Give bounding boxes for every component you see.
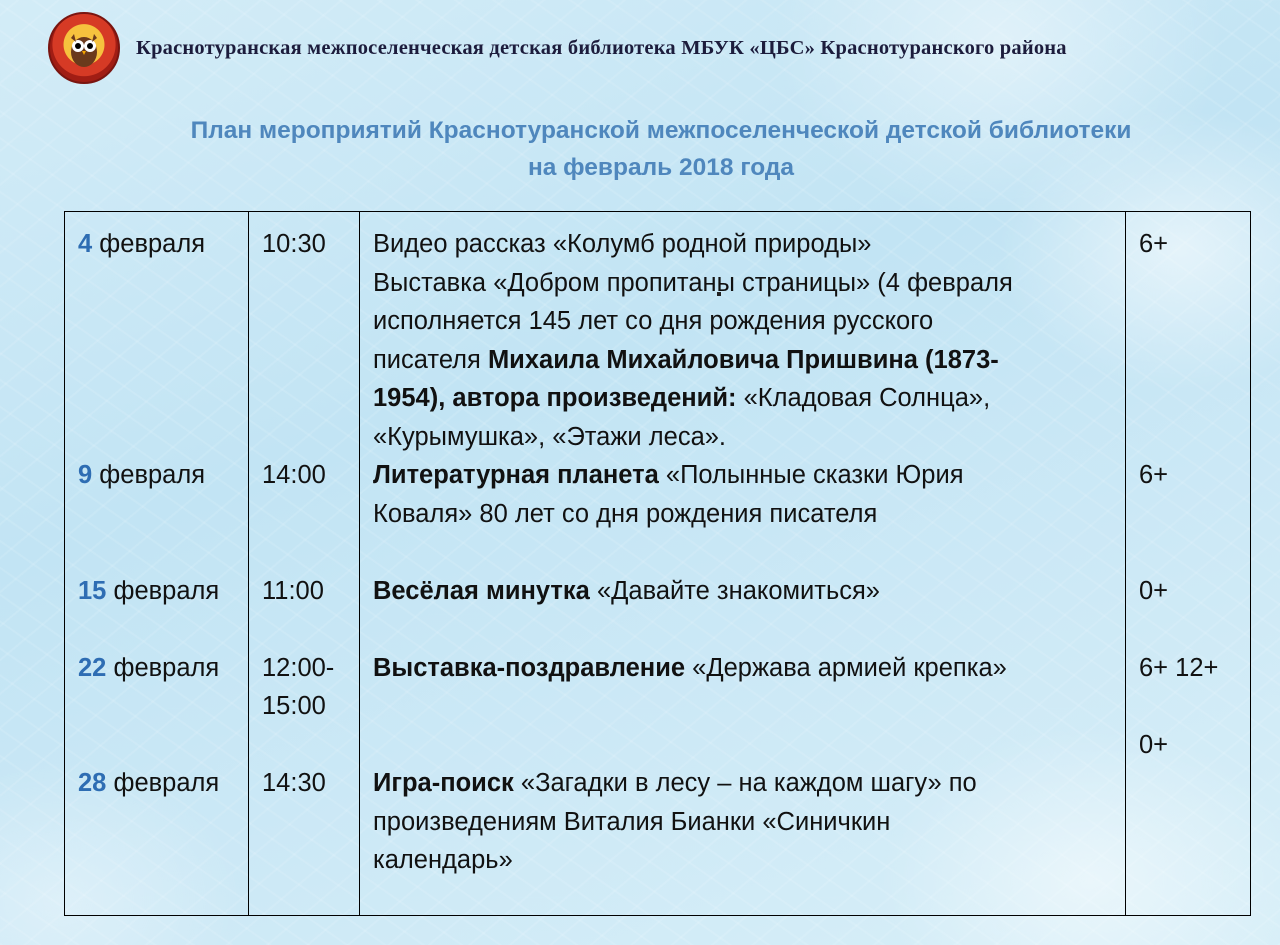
event-description: 1954), автора произведений: «Кладовая Солнца», xyxy=(373,384,991,412)
age-rating: 6+ 12+ xyxy=(1139,653,1219,682)
event-description: Коваля» 80 лет со дня рождения писателя xyxy=(373,499,878,528)
dates-column xyxy=(65,212,249,916)
date-entry: 4 февраля xyxy=(78,230,206,258)
event-description: писателя Михаила Михайловича Пришвина (1873- xyxy=(373,345,999,374)
event-description: Литературная планета «Полынные сказки Юрия xyxy=(373,461,964,489)
event-description: Игра-поиск «Загадки в лесу – на каждом шагу» по xyxy=(373,769,977,797)
event-description: произведениям Виталия Бианки «Синичкин xyxy=(373,807,891,836)
date-entry: 9 февраля xyxy=(78,461,206,489)
time-entry: 14:00 xyxy=(262,461,326,489)
times-column xyxy=(249,212,360,916)
age-rating: 0+ xyxy=(1139,576,1169,605)
organization-name: Краснотуранская межпоселенческая детская библиотека МБУК «ЦБС» Краснотуранского района xyxy=(136,36,1067,59)
event-description: Выставка «Добром пропитаны страницы» (4 февраля xyxy=(373,268,1013,297)
age-rating: 6+ xyxy=(1139,230,1169,258)
date-entry: 22 февраля xyxy=(78,653,220,682)
title-line-2: на февраль 2018 года xyxy=(527,154,795,181)
date-entry: 28 февраля xyxy=(78,769,220,797)
time-entry: 11:00 xyxy=(262,576,324,605)
event-description: Весёлая минутка «Давайте знакомиться» xyxy=(373,576,880,605)
time-entry: 10:30 xyxy=(262,230,326,258)
event-description: исполняется 145 лет со дня рождения русского xyxy=(373,307,934,335)
event-description: Видео рассказ «Колумб родной природы» xyxy=(373,230,872,258)
descriptions-column xyxy=(360,212,1126,916)
table-row xyxy=(65,212,1251,916)
time-entry: 14:30 xyxy=(262,769,326,797)
event-description: «Курымушка», «Этажи леса». xyxy=(373,422,727,451)
library-logo xyxy=(48,12,120,84)
event-description: Выставка-поздравление «Держава армией крепка» xyxy=(373,653,1007,682)
title-line-1: План мероприятий Краснотуранской межпоселенческой детской библиотеки xyxy=(190,117,1132,144)
header xyxy=(48,12,1258,84)
events-table xyxy=(64,211,1251,916)
time-entry: 12:00- xyxy=(262,653,335,682)
ages-column xyxy=(1126,212,1251,916)
event-description: календарь» xyxy=(373,846,513,874)
date-entry: 15 февраля xyxy=(78,576,220,605)
time-entry-cont: 15:00 xyxy=(262,692,326,720)
age-rating: 6+ xyxy=(1139,461,1169,489)
age-rating: 0+ xyxy=(1139,730,1169,759)
page-title xyxy=(0,112,1280,186)
owl-icon xyxy=(62,26,106,70)
